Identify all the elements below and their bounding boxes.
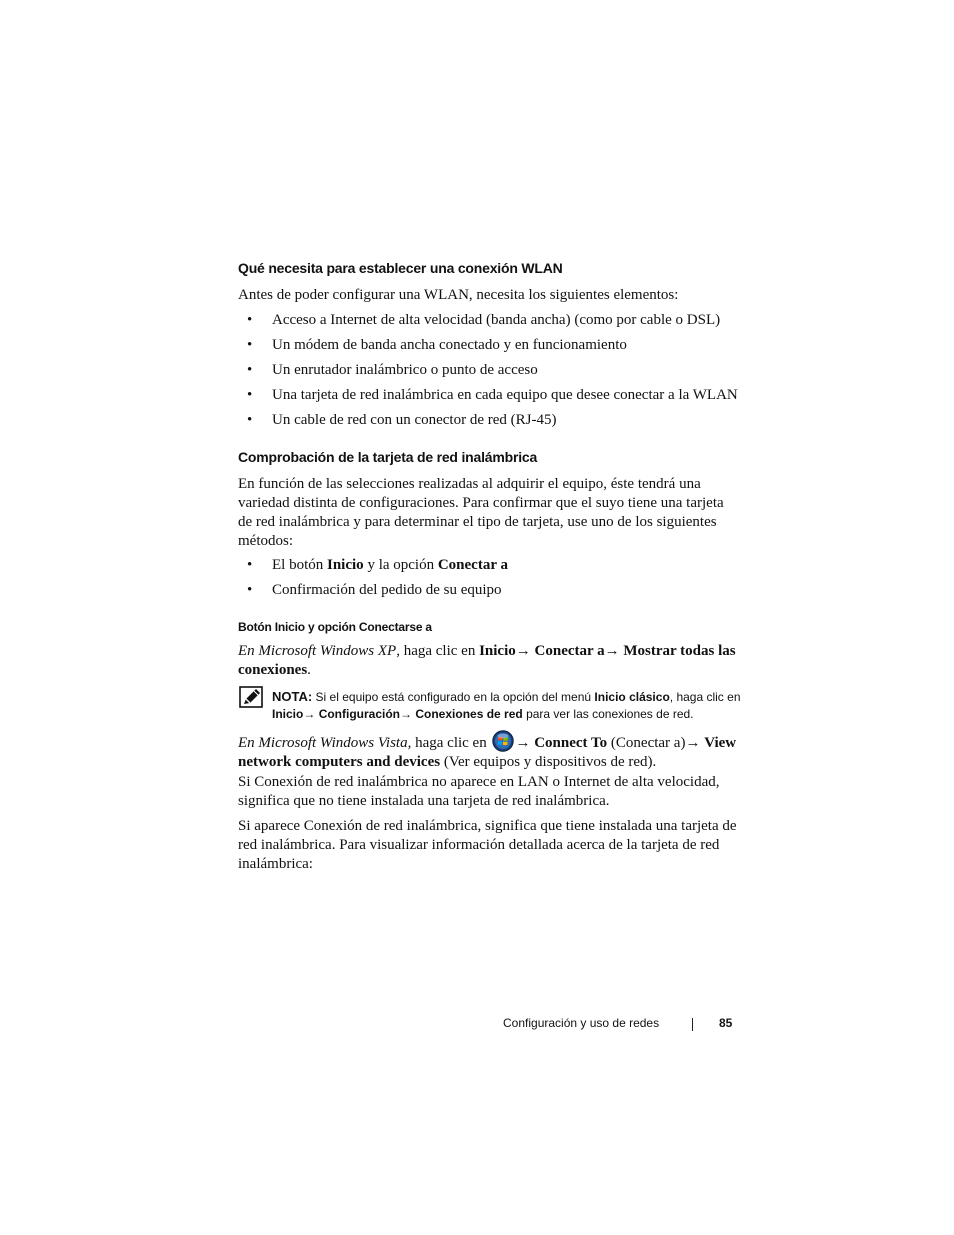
xp-instructions: En Microsoft Windows XP, haga clic en Inicio→ Conectar a→ Mostrar todas las conexiones. [238, 643, 736, 678]
card-found-paragraph: Si aparece Conexión de red inalámbrica, significa que tiene instalada una tarjeta de red inalámbrica. Para visualizar información detallada acerca de la tarjeta de red inalámbrica: [238, 818, 737, 872]
no-card-paragraph: Si Conexión de red inalámbrica no aparece en LAN o Internet de alta velocidad, significa que no tiene instalada una tarjeta de red inalámbrica. [238, 774, 720, 809]
windows-start-icon [492, 730, 514, 752]
footer-section-title: Configuración y uso de redes [503, 1016, 660, 1030]
footer-divider [692, 1018, 693, 1031]
intro-paragraph: Antes de poder configurar una WLAN, necesita los siguientes elementos: [238, 287, 679, 303]
note-callout: NOTA: Si el equipo está configurado en la opción del menú Inicio clásico, haga clic en Inicio→ Configuración→ Conexiones de red para ver las conexiones de red. [272, 689, 741, 721]
section-heading-wlan: Qué necesita para establecer una conexión WLAN [238, 260, 563, 276]
vista-instructions: En Microsoft Windows Vista, haga clic en → Connect To (Conectar a)→ View network computers and devices (Ver equipos y dispositivos de red). [238, 730, 738, 772]
pencil-note-icon [239, 686, 263, 708]
list-item: • Un cable de red con un conector de red (RJ-45) [247, 412, 557, 428]
list-item: • Acceso a Internet de alta velocidad (banda ancha) (como por cable o DSL) [247, 312, 721, 328]
subsection-heading: Botón Inicio y opción Conectarse a [238, 620, 432, 634]
list-item: • El botón Inicio y la opción Conectar a [247, 557, 508, 573]
list-item: • Una tarjeta de red inalámbrica en cada equipo que desee conectar a la WLAN [247, 387, 738, 403]
card-check-paragraph: En función de las selecciones realizadas al adquirir el equipo, éste tendrá una variedad distinta de configuraciones. Para confirmar que el suyo tiene una tarjeta de red inalámbrica y para determinar el tipo de tarjeta, use uno de los siguientes métodos: [238, 476, 724, 549]
list-item: • Confirmación del pedido de su equipo [247, 582, 502, 598]
list-item: • Un módem de banda ancha conectado y en funcionamiento [247, 337, 627, 353]
section-heading-card-check: Comprobación de la tarjeta de red inalámbrica [238, 449, 538, 465]
list-item: • Un enrutador inalámbrico o punto de acceso [247, 362, 538, 378]
page-number: 85 [719, 1016, 733, 1030]
